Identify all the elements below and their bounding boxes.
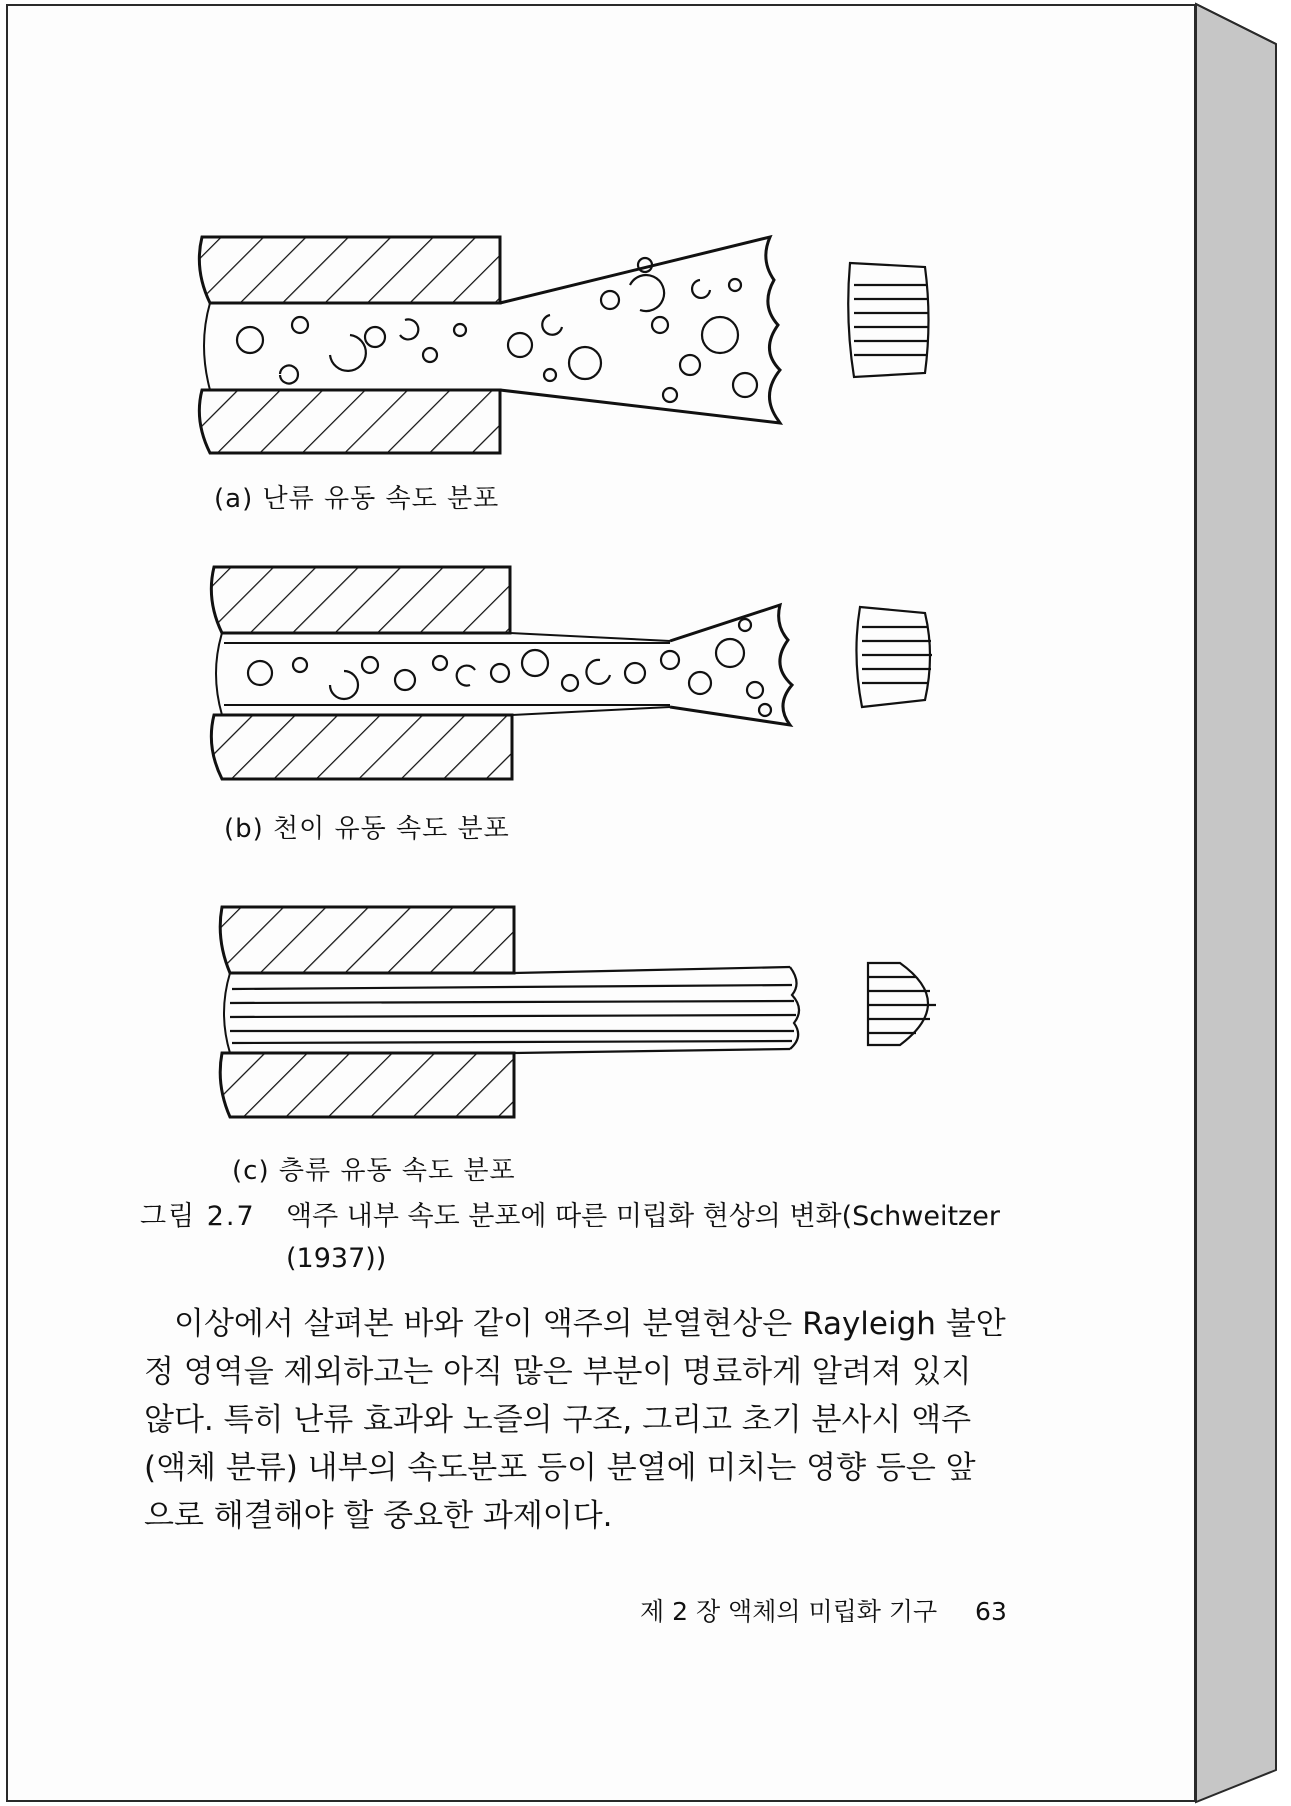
running-head: 제 2 장 액체의 미립화 기구 bbox=[640, 1597, 938, 1626]
caption-text-line1: 액주 내부 속도 분포에 따른 미립화 현상의 변화(Schweitzer bbox=[286, 1201, 1000, 1232]
body-line-3: 않다. 특히 난류 효과와 노즐의 구조, 그리고 초기 분사시 액주 bbox=[144, 1402, 972, 1438]
page-footer bbox=[640, 1592, 1007, 1628]
panel-b-label: (b) 천이 유동 속도 분포 bbox=[224, 814, 510, 844]
figure-panel-b bbox=[200, 555, 980, 795]
body-line-5: 으로 해결해야 할 중요한 과제이다. bbox=[144, 1498, 613, 1534]
panel-c-label: (c) 층류 유동 속도 분포 bbox=[232, 1156, 516, 1186]
caption-number: 그림 2.7 bbox=[140, 1201, 256, 1232]
figure-caption bbox=[140, 1196, 1040, 1280]
caption-text-line2: (1937)) bbox=[286, 1243, 387, 1274]
body-line-1: 이상에서 살펴본 바와 같이 액주의 분열현상은 Rayleigh 불안 bbox=[174, 1306, 1006, 1342]
body-line-4: (액체 분류) 내부의 속도분포 등이 분열에 미치는 영향 등은 앞 bbox=[144, 1450, 976, 1486]
page-number: 63 bbox=[975, 1597, 1007, 1626]
panel-a-label: (a) 난류 유동 속도 분포 bbox=[214, 484, 500, 514]
figure-panel-c bbox=[210, 895, 990, 1135]
body-line-2: 정 영역을 제외하고는 아직 많은 부분이 명료하게 알려져 있지 bbox=[144, 1354, 972, 1390]
body-paragraph bbox=[144, 1300, 1044, 1540]
figure-panel-a bbox=[190, 225, 970, 465]
